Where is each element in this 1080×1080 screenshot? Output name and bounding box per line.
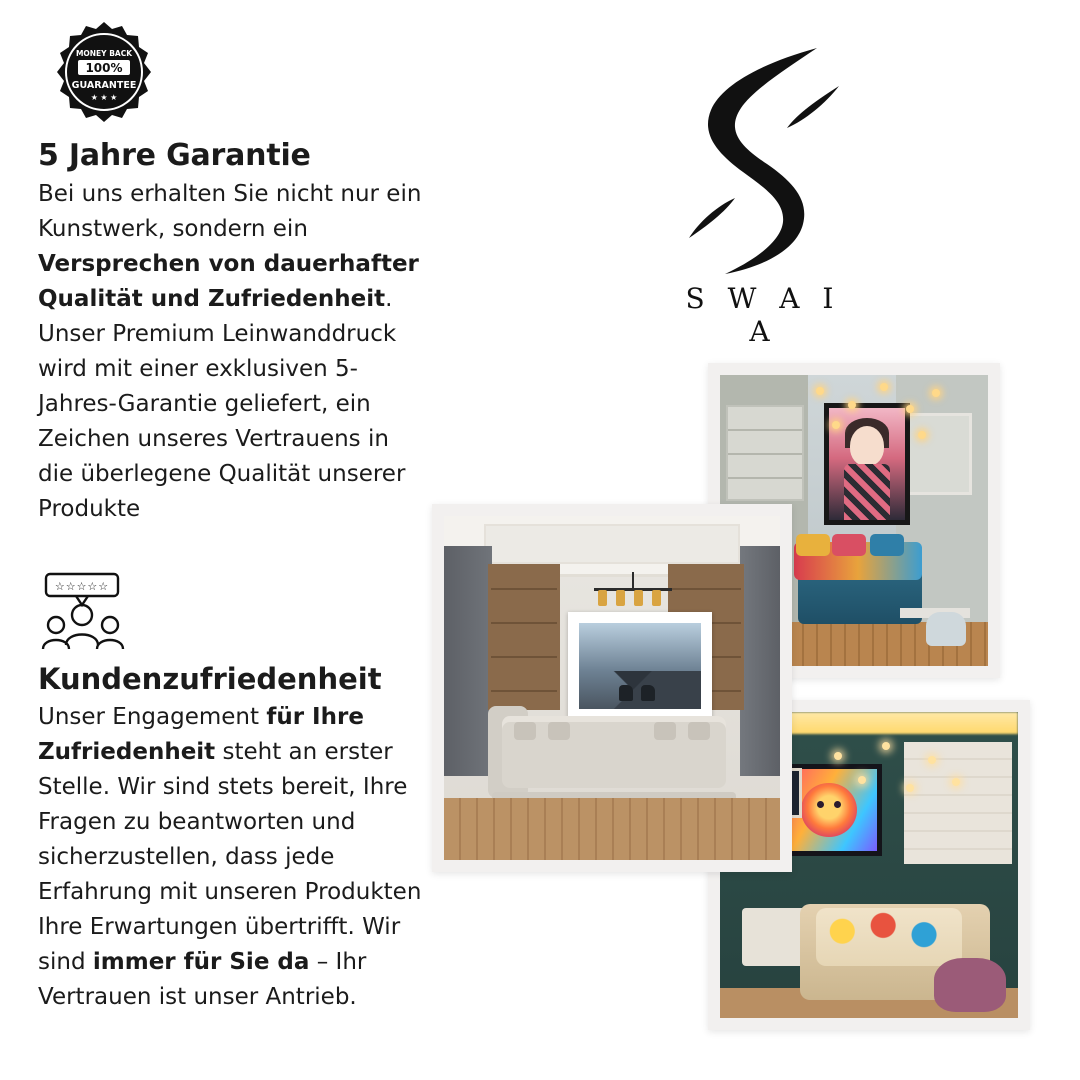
swaia-s-mark (667, 42, 853, 280)
text-run-bold: Versprechen von dauerhafter Qualität und Zufriedenheit (38, 251, 419, 313)
section-body-garantie (38, 177, 428, 527)
svg-text:GUARANTEE: GUARANTEE (71, 80, 137, 91)
left-content-column (38, 20, 428, 1015)
text-run: steht an erster Stelle. Wir sind stets bereit, Ihre Fragen zu beantworten und sicherzustellen, dass jede Erfahrung mit unseren Produkten Ihre Erwartungen übertrifft. Wir sind (38, 739, 422, 975)
text-run: – Ihr Vertrauen ist unser Antrieb. (38, 948, 367, 1010)
svg-text:MONEY BACK: MONEY BACK (75, 49, 133, 58)
text-run-bold: für Ihre Zufriedenheit (38, 704, 364, 766)
chandelier (594, 572, 672, 612)
text-run: Bei uns erhalten Sie nicht nur ein Kunstwerk, sondern ein (38, 181, 422, 243)
svg-text:☆☆☆☆☆: ☆☆☆☆☆ (54, 579, 110, 593)
money-back-guarantee-seal (52, 20, 156, 124)
photo-livingroom-image (444, 516, 780, 860)
section-title-kundenzufriedenheit: Kundenzufriedenheit (38, 661, 382, 696)
text-run-bold: immer für Sie da (92, 948, 310, 975)
section-title-garantie: 5 Jahre Garantie (38, 138, 311, 173)
svg-text:★ ★ ★: ★ ★ ★ (90, 93, 118, 102)
photo-livingroom[interactable] (432, 504, 792, 872)
customer-satisfaction-icon (40, 571, 136, 653)
svg-text:100%: 100% (85, 61, 123, 75)
text-run: Unser Engagement (38, 704, 267, 731)
brand-wordmark: S W A I A (685, 282, 841, 348)
text-run: . Unser Premium Leinwanddruck wird mit einer exklusiven 5-Jahres-Garantie geliefert, ein Zeichen unseres Vertrauens in die überlegene Qualität unserer Produkte (38, 286, 406, 522)
section-body-kundenzufriedenheit (38, 700, 428, 1015)
brand-logo (660, 42, 860, 348)
wolves-canvas-art (568, 612, 712, 720)
section-spacer (38, 527, 428, 571)
